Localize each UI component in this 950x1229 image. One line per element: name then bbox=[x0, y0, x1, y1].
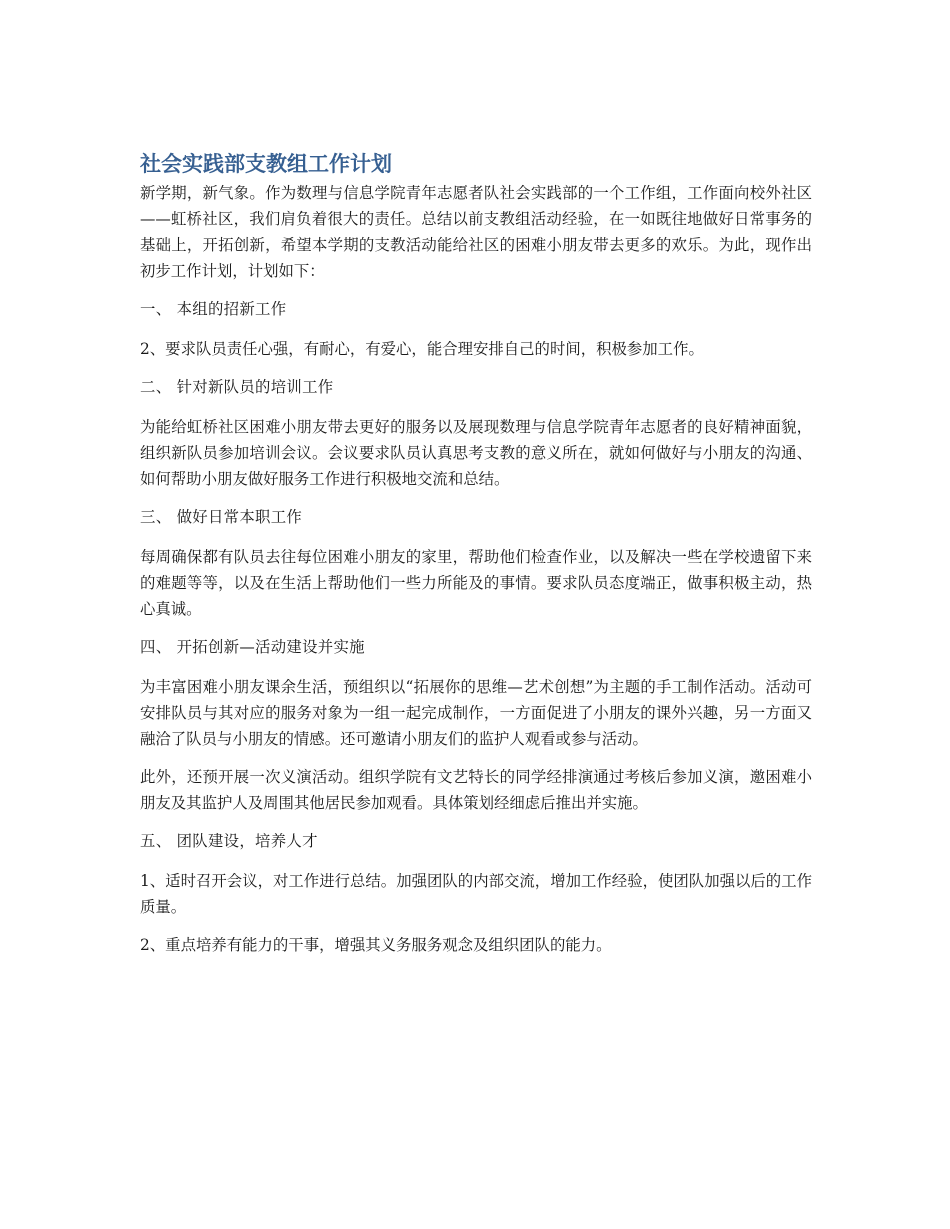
section-5-paragraph-2: 2、重点培养有能力的干事，增强其义务服务观念及组织团队的能力。 bbox=[140, 936, 612, 954]
document-page bbox=[140, 150, 812, 970]
section-heading-4: 四、 开拓创新—活动建设并实施 bbox=[140, 638, 365, 656]
section-4-paragraph-2: 此外，还预开展一次义演活动。组织学院有文艺特长的同学经排演通过考核后参加义演，邀困难小朋友及其监护人及周围其他居民参加观看。具体策划经细虑后推出并实施。 bbox=[140, 768, 812, 812]
intro-paragraph: 新学期，新气象。作为数理与信息学院青年志愿者队社会实践部的一个工作组，工作面向校外社区——虹桥社区，我们肩负着很大的责任。总结以前支教组活动经验，在一如既往地做好日常事务的基础上，开拓创新，希望本学期的支教活动能给社区的困难小朋友带去更多的欢乐。为此，现作出初步工作计划，计划如下： bbox=[140, 184, 812, 280]
section-heading-1: 一、 本组的招新工作 bbox=[140, 300, 287, 318]
section-1-paragraph-1: 2、要求队员责任心强，有耐心，有爱心，能合理安排自己的时间，积极参加工作。 bbox=[140, 340, 704, 358]
section-heading-2: 二、 针对新队员的培训工作 bbox=[140, 378, 334, 396]
section-3-paragraph-1: 每周确保都有队员去往每位困难小朋友的家里，帮助他们检查作业，以及解决一些在学校遗留下来的难题等等，以及在生活上帮助他们一些力所能及的事情。要求队员态度端正，做事积极主动，热心真诚。 bbox=[140, 548, 812, 618]
section-4-paragraph-1: 为丰富困难小朋友课余生活，预组织以“拓展你的思维—艺术创想”为主题的手工制作活动。活动可安排队员与其对应的服务对象为一组一起完成制作，一方面促进了小朋友的课外兴趣，另一方面又融洽了队员与小朋友的情感。还可邀请小朋友们的监护人观看或参与活动。 bbox=[140, 678, 812, 748]
section-heading-5: 五、 团队建设，培养人才 bbox=[140, 832, 318, 850]
document-title: 社会实践部支教组工作计划 bbox=[140, 152, 392, 176]
section-heading-3: 三、 做好日常本职工作 bbox=[140, 508, 303, 526]
section-5-paragraph-1: 1、适时召开会议，对工作进行总结。加强团队的内部交流，增加工作经验，使团队加强以后的工作质量。 bbox=[140, 872, 812, 916]
section-2-paragraph-1: 为能给虹桥社区困难小朋友带去更好的服务以及展现数理与信息学院青年志愿者的良好精神面貌，组织新队员参加培训会议。会议要求队员认真思考支教的意义所在，就如何做好与小朋友的沟通、如何帮助小朋友做好服务工作进行积极地交流和总结。 bbox=[140, 418, 812, 488]
